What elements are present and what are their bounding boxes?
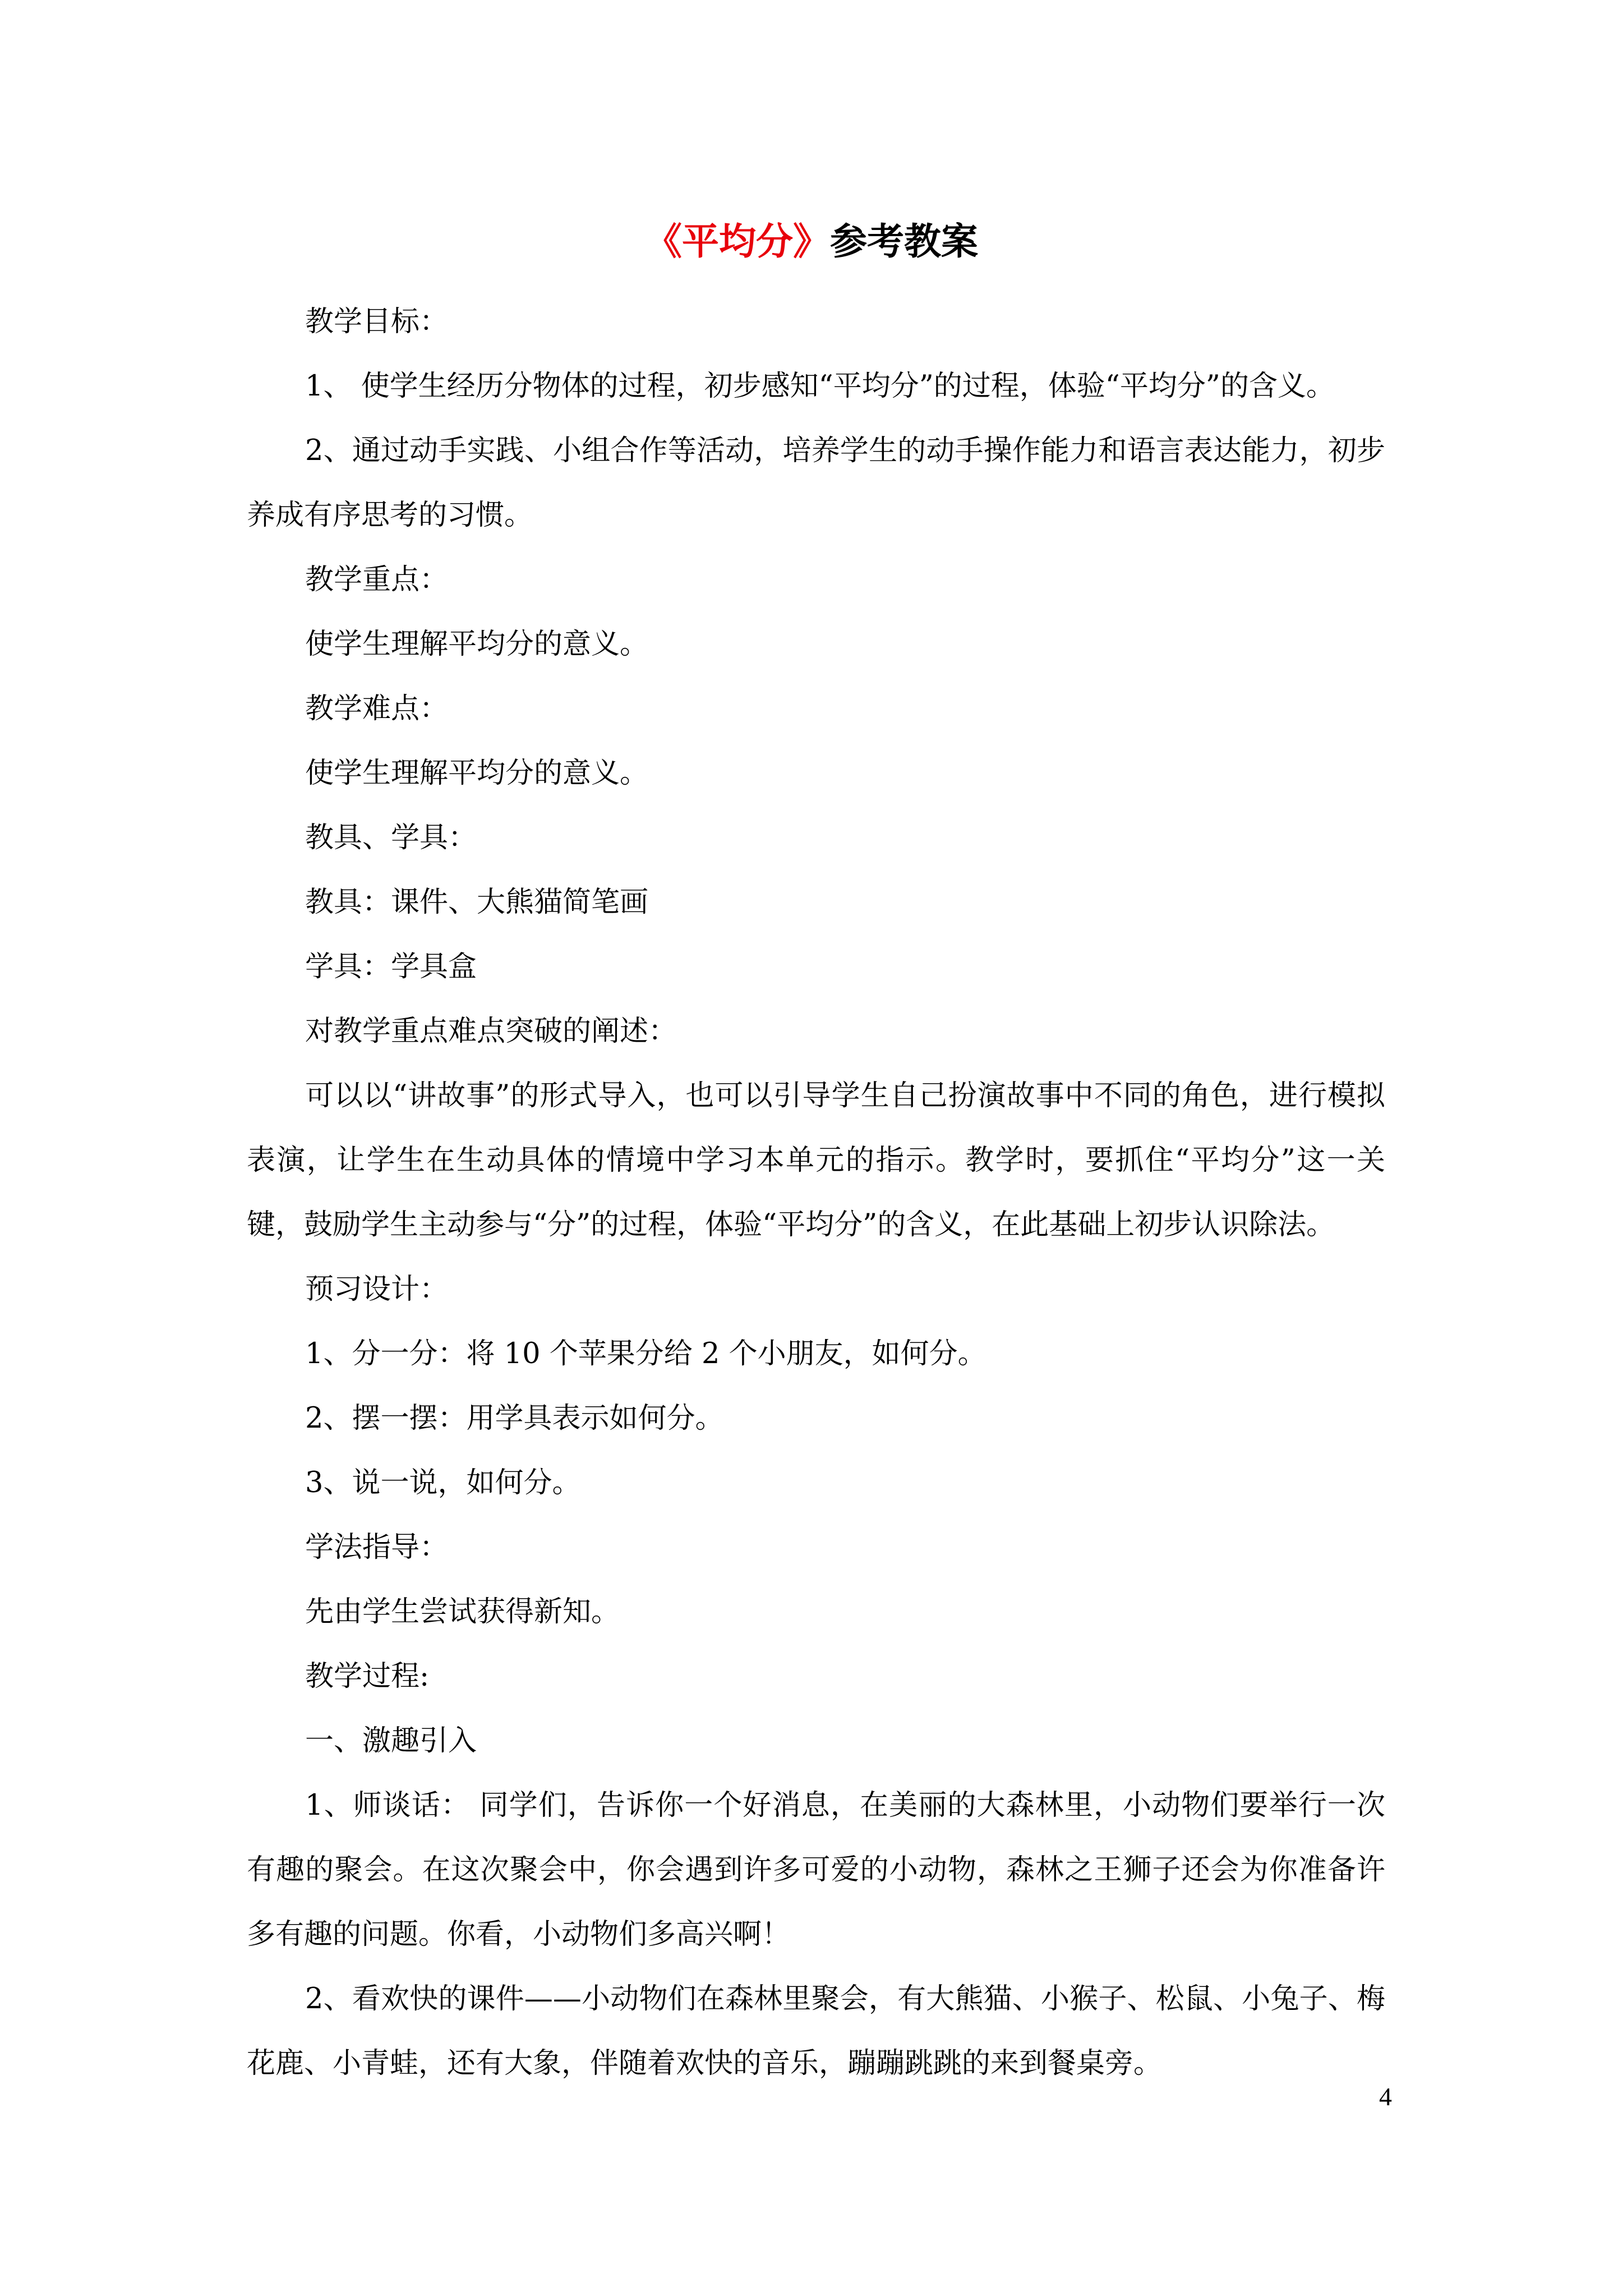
paragraph-heading-tools: 教具、学具： xyxy=(305,821,477,854)
paragraph-heading-difficulty: 教学难点： xyxy=(305,692,449,725)
paragraph: 使学生理解平均分的意义。 xyxy=(305,628,649,661)
page-number: 4 xyxy=(1379,2082,1392,2111)
document-body xyxy=(247,289,1385,2096)
paragraph: 2、看欢快的课件——小动物们在森林里聚会，有大熊猫、小猴子、松鼠、小兔子、梅花鹿、小青蛙，还有大象，伴随着欢快的音乐，蹦蹦跳跳的来到餐桌旁。 xyxy=(247,1982,1385,2080)
paragraph: 1、分一分：将 10 个苹果分给 2 个小朋友，如何分。 xyxy=(305,1337,986,1370)
paragraph-heading-goals: 教学目标： xyxy=(305,305,449,338)
paragraph: 3、说一说，如何分。 xyxy=(305,1466,581,1499)
paragraph: 1、师谈话： 同学们，告诉你一个好消息，在美丽的大森林里，小动物们要举行一次有趣的聚会。在这次聚会中，你会遇到许多可爱的小动物，森林之王狮子还会为你准备许多有趣的问题。你看，小动物们多高兴啊！ xyxy=(247,1789,1385,1951)
title-suffix: 参考教案 xyxy=(830,219,978,263)
paragraph-heading-breakthrough: 对教学重点难点突破的阐述： xyxy=(305,1015,677,1048)
paragraph: 1、 使学生经历分物体的过程，初步感知“平均分”的过程，体验“平均分”的含义。 xyxy=(305,370,1335,403)
paragraph-heading-preview: 预习设计： xyxy=(305,1273,449,1306)
paragraph-heading-process: 教学过程: xyxy=(305,1660,430,1693)
paragraph-heading-method: 学法指导： xyxy=(305,1531,449,1564)
paragraph-heading-keypoint: 教学重点： xyxy=(305,563,449,596)
paragraph: 2、摆一摆：用学具表示如何分。 xyxy=(305,1402,724,1435)
paragraph: 先由学生尝试获得新知。 xyxy=(305,1595,620,1628)
paragraph: 教具：课件、大熊猫简笔画 xyxy=(305,886,649,919)
paragraph: 使学生理解平均分的意义。 xyxy=(305,757,649,790)
paragraph: 可以以“讲故事”的形式导入，也可以引导学生自己扮演故事中不同的角色，进行模拟表演，让学生在生动具体的情境中学习本单元的指示。教学时，要抓住“平均分”这一关键，鼓励学生主动参与“分”的过程，体验“平均分”的含义，在此基础上初步认识除法。 xyxy=(247,1079,1385,1241)
paragraph-section-heading: 一、激趣引入 xyxy=(305,1724,477,1757)
paragraph: 学具：学具盒 xyxy=(305,950,477,983)
document-title xyxy=(0,213,1623,269)
title-book-name: 《平均分》 xyxy=(645,219,830,263)
paragraph: 2、通过动手实践、小组合作等活动，培养学生的动手操作能力和语言表达能力，初步养成有序思考的习惯。 xyxy=(247,434,1385,532)
